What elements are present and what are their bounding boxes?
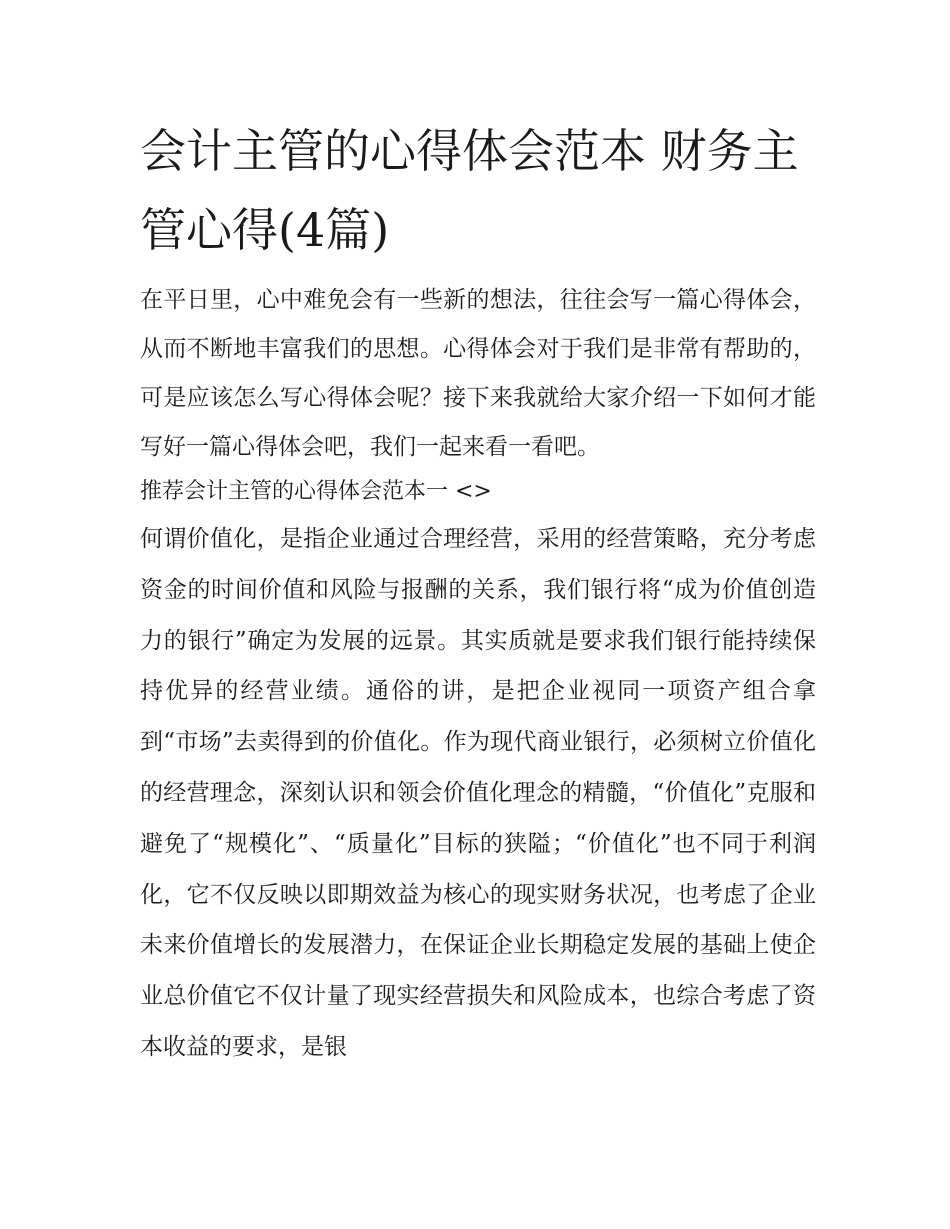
document-title: 会计主管的心得体会范本 财务主管心得(4篇) xyxy=(140,124,799,257)
document-page xyxy=(140,112,816,1073)
intro-paragraph: 在平日里，心中难免会有一些新的想法，往往会写一篇心得体会，从而不断地丰富我们的思想。心得体会对于我们是非常有帮助的，可是应该怎么写心得体会呢？接下来我就给大家介绍一下如何才能写好一篇心得体会吧，我们一起来看一看吧。 xyxy=(140,287,816,460)
section-body-paragraph: 何谓价值化，是指企业通过合理经营，采用的经营策略，充分考虑资金的时间价值和风险与报酬的关系，我们银行将“成为价值创造力的银行”确定为发展的远景。其实质就是要求我们银行能持续保持优异的经营业绩。通俗的讲，是把企业视同一项资产组合拿到“市场”去卖得到的价值化。作为现代商业银行，必须树立价值化的经营理念，深刻认识和领会价值化理念的精髓，“价值化”克服和避免了“规模化”、“质量化”目标的狭隘；“价值化”也不同于利润化，它不仅反映以即期效益为核心的现实财务状况，也考虑了企业未来价值增长的发展潜力，在保证企业长期稳定发展的基础上使企业总价值它不仅计量了现实经营损失和风险成本，也综合考虑了资本收益的要求，是银 xyxy=(140,526,816,1060)
section-heading: 推荐会计主管的心得体会范本一 <> xyxy=(140,479,492,504)
